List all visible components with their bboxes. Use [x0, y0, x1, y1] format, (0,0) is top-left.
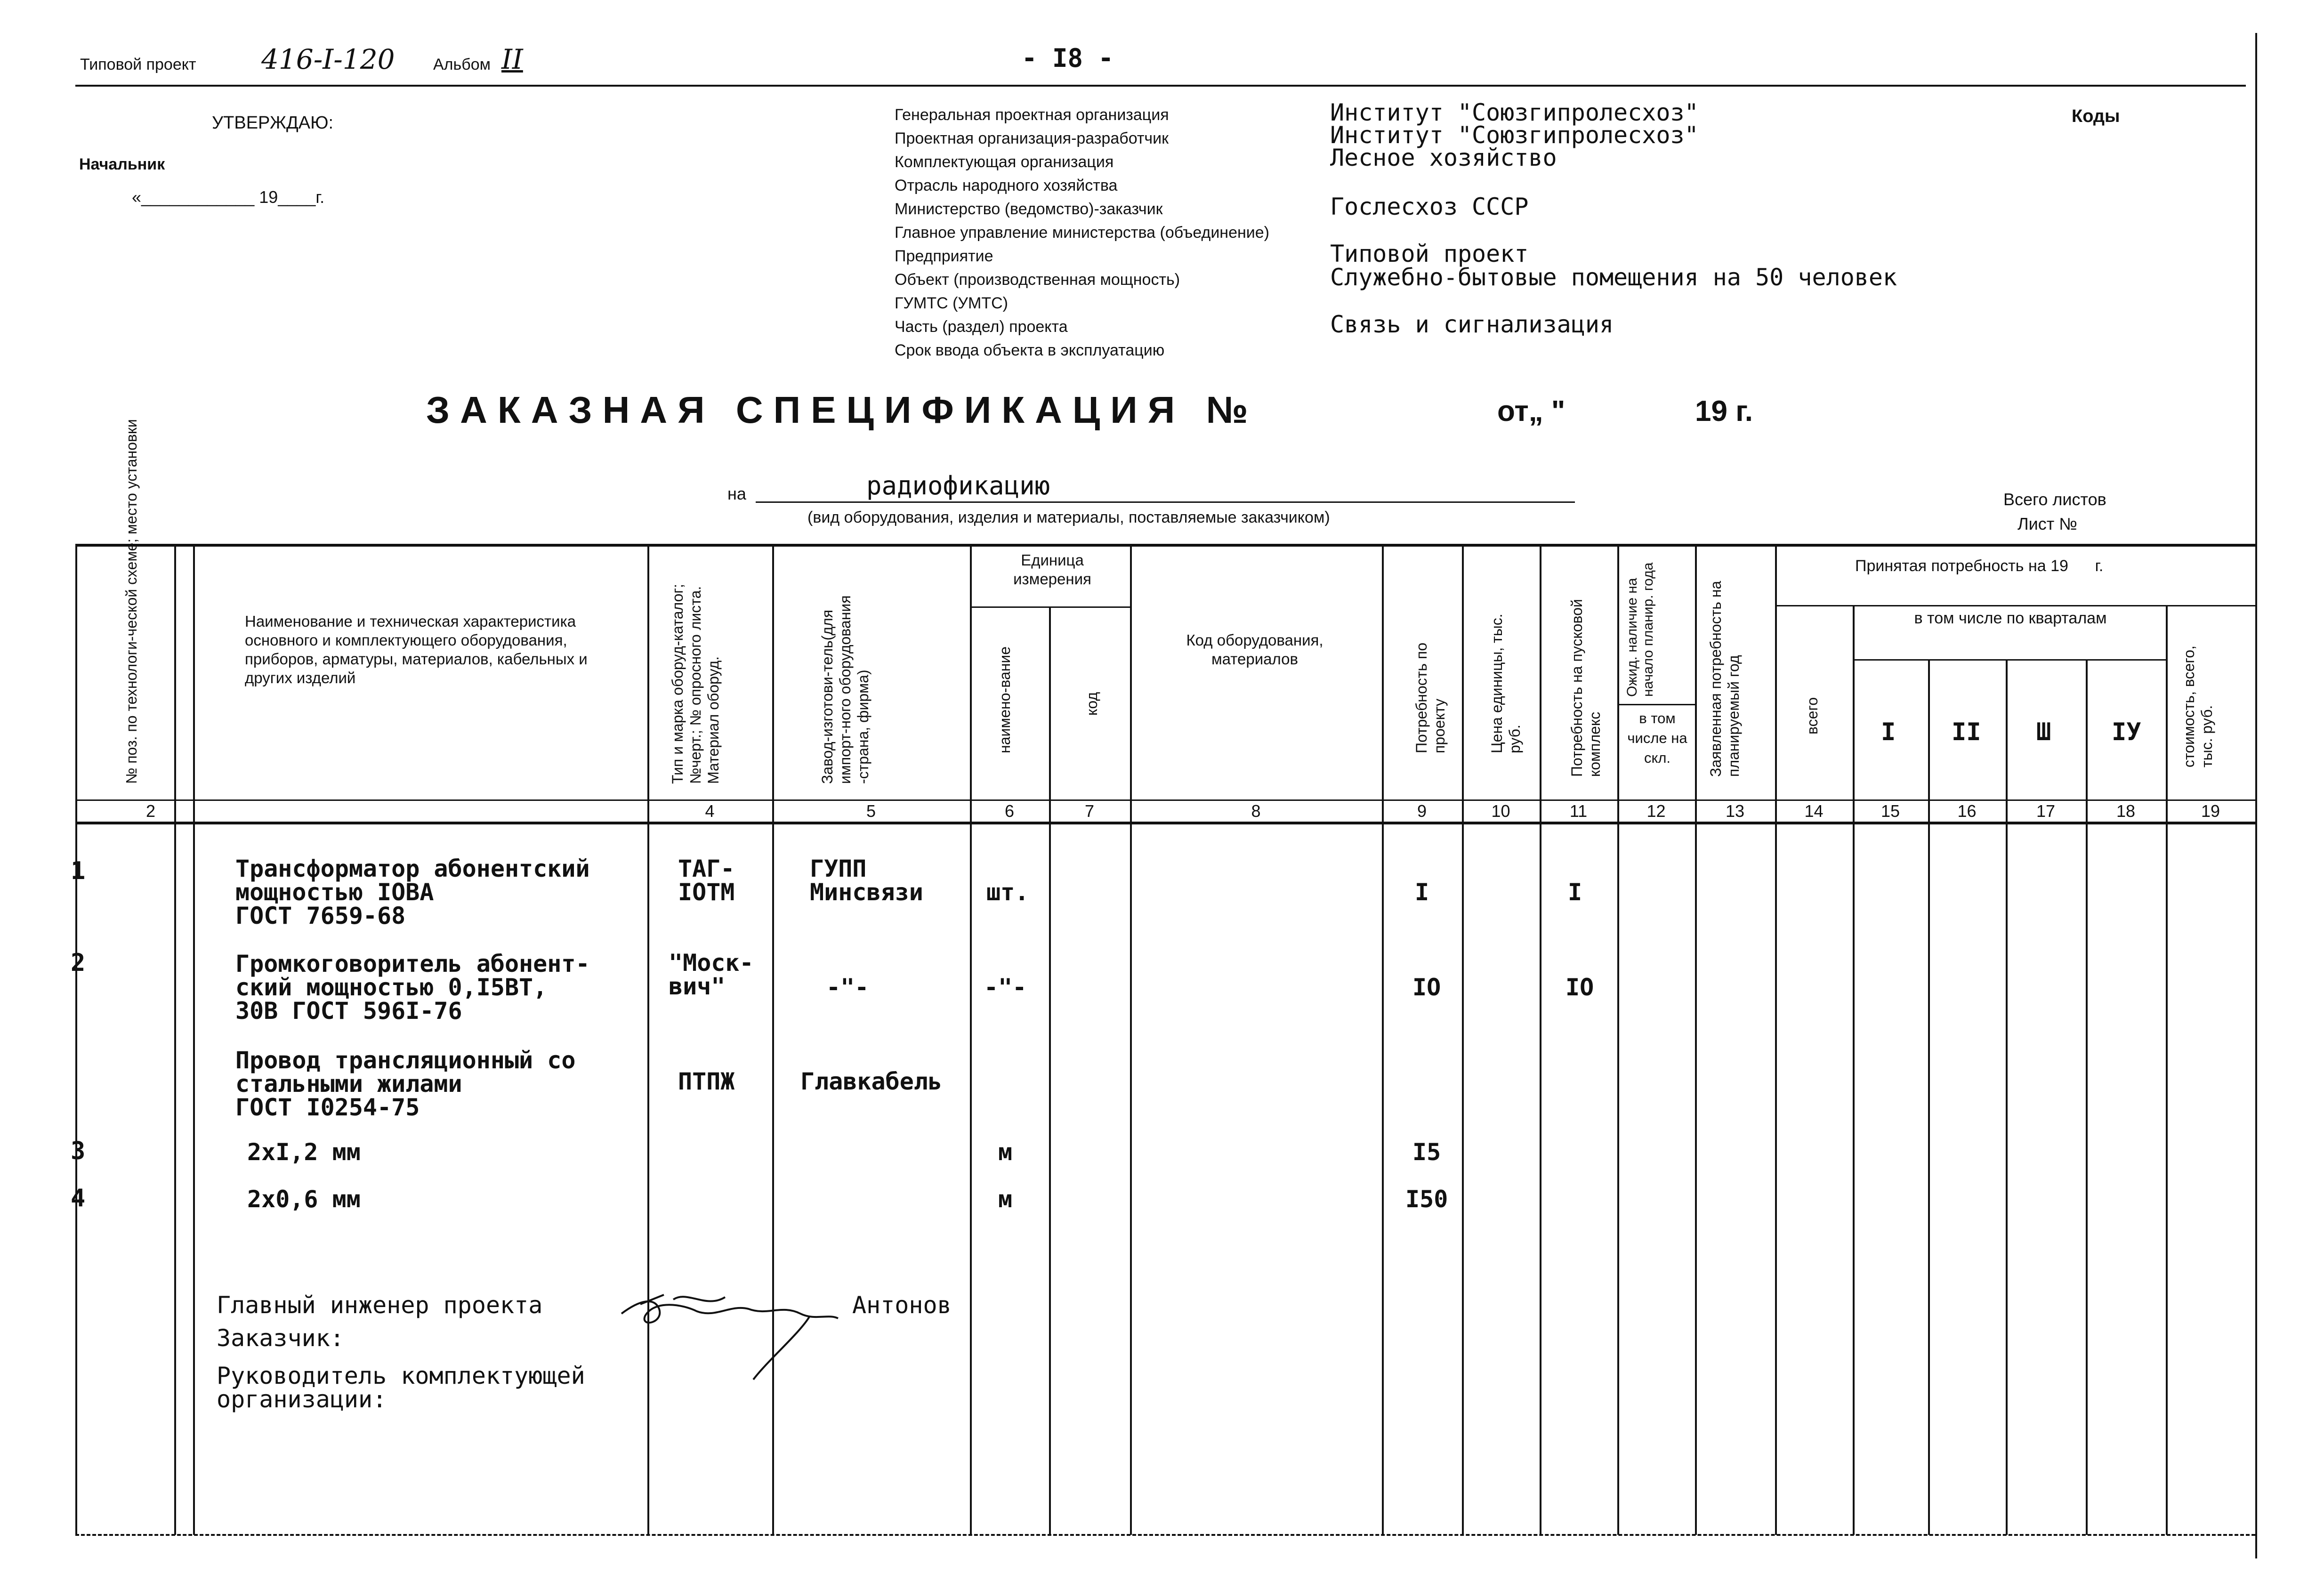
approve-label: УТВЕРЖДАЮ:	[212, 113, 334, 133]
row-2-maker: -"-	[826, 974, 869, 1001]
title-year: 19 г.	[1695, 395, 1753, 428]
org-developer: Институт "Союзгипролесхоз"	[1330, 121, 1699, 149]
project-number: 416-I-120	[261, 43, 395, 75]
col-type-header: Тип и марка оборуд-каталог; №черт.; № опросного листа. Материал оборуд.	[669, 584, 722, 784]
quarter-2-header: II	[1952, 718, 1981, 746]
col-line-18	[2166, 605, 2168, 1535]
row-wire-name-line-3: ГОСТ I0254-75	[235, 1094, 420, 1121]
colnum-16: 16	[1957, 801, 1977, 821]
stamp-underline	[75, 85, 2246, 87]
chief-engineer-label: Главный инженер проекта	[217, 1291, 543, 1319]
org-label-10: Часть (раздел) проекта	[895, 318, 1068, 336]
row-1-name-line-2: мощностью IОВА	[235, 879, 434, 906]
col-unit-code-header: код	[1083, 692, 1100, 716]
col-line-5	[970, 544, 972, 1535]
subject-underline	[756, 501, 1575, 503]
col-launch-header: Потребность на пусковой комплекс	[1568, 599, 1603, 777]
accepted-group-header: Принятая потребность на 19 г.	[1855, 557, 2104, 575]
row-1-unit: шт.	[986, 879, 1029, 906]
col-stock-sub-header: в том числе на скл.	[1627, 710, 1687, 766]
row-4-name: 2х0,6 мм	[247, 1186, 361, 1213]
row-2-name-line-3: 30В ГОСТ 596I-76	[235, 997, 462, 1025]
colnum-10: 10	[1491, 801, 1510, 821]
codes-label: Коды	[2072, 106, 2120, 126]
col-line-0	[75, 544, 77, 1535]
col-line-11	[1617, 544, 1619, 1535]
col-line-9	[1462, 544, 1464, 1535]
subject-value: радиофикацию	[866, 471, 1050, 500]
row-wire-type: ПТПЖ	[678, 1068, 735, 1095]
row-1-launch: I	[1568, 879, 1582, 906]
org-part: Связь и сигнализация	[1330, 311, 1614, 338]
subject-prefix: на	[727, 484, 746, 503]
subject-caption: (вид оборудования, изделия и материалы, поставляемые заказчиком)	[807, 509, 1330, 526]
chief-engineer-name: Антонов	[852, 1291, 952, 1319]
colnum-5: 5	[866, 801, 876, 821]
customer-label: Заказчик:	[217, 1324, 344, 1352]
colnum-14: 14	[1804, 801, 1824, 821]
col-line-12	[1695, 544, 1697, 1535]
row-2-need: IО	[1412, 974, 1441, 1001]
col-line-14	[1853, 605, 1855, 1535]
row-1-name-line-3: ГОСТ 7659-68	[235, 902, 406, 929]
colnum-4: 4	[705, 801, 715, 821]
colnum-15: 15	[1880, 801, 1900, 821]
stock-sub-line	[1617, 704, 1695, 705]
table-top-border	[75, 544, 2255, 547]
row-4-pos: 4	[71, 1184, 86, 1212]
col-line-8	[1382, 544, 1384, 1535]
col-need-header: Потребность по проекту	[1413, 642, 1448, 753]
row-2-pos: 2	[71, 949, 86, 977]
org-label-11: Срок ввода объекта в эксплуатацию	[895, 341, 1165, 359]
col-line-17	[2086, 659, 2088, 1535]
col-line-16	[2006, 659, 2008, 1535]
row-2-unit: -"-	[984, 974, 1027, 1001]
row-1-need: I	[1415, 879, 1429, 906]
col-line-1	[174, 544, 176, 1535]
row-3-unit: м	[998, 1138, 1013, 1166]
row-4-unit: м	[998, 1186, 1013, 1213]
col-line-7	[1130, 544, 1132, 1535]
quarter-4-header: IУ	[2112, 718, 2141, 746]
unit-group-header: Единица измерения	[1013, 551, 1091, 588]
org-enterprise: Типовой проект	[1330, 240, 1529, 267]
right-border	[2255, 33, 2257, 1558]
row-2-type-line-1: "Моск-	[669, 949, 754, 977]
org-label-9: ГУМТС (УМТС)	[895, 294, 1008, 312]
col-line-10	[1540, 544, 1541, 1535]
supplier-head-label-2: организации:	[217, 1386, 387, 1413]
org-label-5: Министерство (ведомство)-заказчик	[895, 200, 1163, 218]
colnum-6: 6	[1004, 801, 1015, 821]
chief-label: Начальник	[79, 155, 165, 173]
signature-scribble	[612, 1271, 876, 1394]
quarter-group-line	[1853, 659, 2166, 661]
total-sheets-label: Всего листов	[2003, 490, 2106, 509]
col-stock-header: Ожид. наличие на начало планир. года	[1624, 562, 1656, 697]
org-label-3: Комплектующая организация	[895, 153, 1114, 171]
col-line-2	[193, 544, 195, 1535]
col-unit-name-header: наимено-вание	[996, 646, 1013, 753]
colnum-18: 18	[2116, 801, 2136, 821]
org-label-7: Предприятие	[895, 247, 993, 265]
unit-group-line	[970, 606, 1130, 608]
col-line-13	[1775, 544, 1777, 1535]
col-line-15	[1928, 659, 1930, 1535]
colnum-9: 9	[1417, 801, 1427, 821]
org-general: Институт "Союзгипролесхоз"	[1330, 99, 1699, 126]
quarter-3-header: Ш	[2036, 718, 2051, 746]
row-3-pos: 3	[71, 1137, 86, 1165]
project-label: Типовой проект	[80, 56, 196, 73]
col-code-header: Код оборудования, материалов	[1186, 631, 1323, 668]
row-3-need: I5	[1412, 1138, 1441, 1166]
album-label: Альбом	[433, 56, 491, 73]
sheet-label: Лист №	[2017, 514, 2077, 533]
col-declared-header: Заявленная потребность на планируемый год	[1707, 581, 1742, 777]
row-1-maker-line-1: ГУПП	[810, 855, 867, 882]
row-1-pos: 1	[71, 857, 86, 885]
org-ministry: Гослесхоз СССР	[1330, 193, 1529, 220]
org-label-2: Проектная организация-разработчик	[895, 129, 1169, 147]
colnum-8: 8	[1251, 801, 1261, 821]
row-wire-maker: Главкабель	[800, 1068, 943, 1095]
quarter-1-header: I	[1881, 718, 1896, 746]
row-2-type-line-2: вич"	[669, 973, 726, 1000]
row-2-name-line-2: ский мощностью 0,I5ВТ,	[235, 974, 548, 1001]
org-label-8: Объект (производственная мощность)	[895, 271, 1180, 289]
quarter-group-header: в том числе по кварталам	[1914, 609, 2107, 627]
supplier-head-label-1: Руководитель комплектующей	[217, 1362, 585, 1389]
colnum-7: 7	[1084, 801, 1095, 821]
row-wire-name-line-2: стальными жилами	[235, 1070, 462, 1098]
colnum-17: 17	[2036, 801, 2056, 821]
colnum-19: 19	[2201, 801, 2220, 821]
colnum-12: 12	[1646, 801, 1666, 821]
org-object: Служебно-бытовые помещения на 50 человек	[1330, 264, 1897, 291]
colnum-2: 2	[145, 801, 156, 821]
colnum-13: 13	[1725, 801, 1745, 821]
col-pos-header: № поз. по технологи-ческой схеме; место установки	[123, 419, 140, 784]
row-4-need: I50	[1405, 1186, 1448, 1213]
org-label-6: Главное управление министерства (объединение)	[895, 224, 1269, 242]
row-2-launch: IО	[1565, 974, 1594, 1001]
title-from: от„ "	[1497, 395, 1565, 428]
album-number: II	[501, 43, 523, 75]
page-title: ЗАКАЗНАЯ СПЕЦИФИКАЦИЯ №	[426, 389, 1259, 431]
col-maker-header: Завод-изготови-тель(для импорт-ного оборудования -страна, фирма)	[819, 595, 872, 784]
col-cost-header: стоимость, всего, тыс. руб.	[2180, 646, 2215, 767]
page-number: - I8 -	[1022, 43, 1114, 73]
accepted-group-line	[1775, 605, 2255, 606]
org-supplier: Лесное хозяйство	[1330, 144, 1557, 171]
col-name-header: Наименование и техническая характеристика основного и комплектующего оборудования, приборов, арматуры, материалов, кабельных и других изделий	[245, 613, 588, 686]
row-1-maker-line-2: Минсвязи	[810, 879, 923, 906]
colnum-11: 11	[1569, 801, 1588, 821]
col-price-header: Цена единицы, тыс. руб.	[1488, 613, 1523, 753]
org-label-1: Генеральная проектная организация	[895, 106, 1169, 124]
org-label-4: Отрасль народного хозяйства	[895, 177, 1118, 194]
row-1-name-line-1: Трансформатор абонентский	[235, 855, 590, 882]
row-3-name: 2хI,2 мм	[247, 1138, 361, 1166]
row-1-type-line-2: IОТМ	[678, 879, 735, 906]
approval-date-line: «____________ 19____г.	[132, 187, 325, 207]
row-2-name-line-1: Громкоговоритель абонент-	[235, 950, 590, 977]
row-wire-name-line-1: Провод трансляционный со	[235, 1047, 576, 1074]
row-1-type-line-1: ТАГ-	[678, 855, 735, 882]
col-total-header: всего	[1804, 697, 1821, 735]
